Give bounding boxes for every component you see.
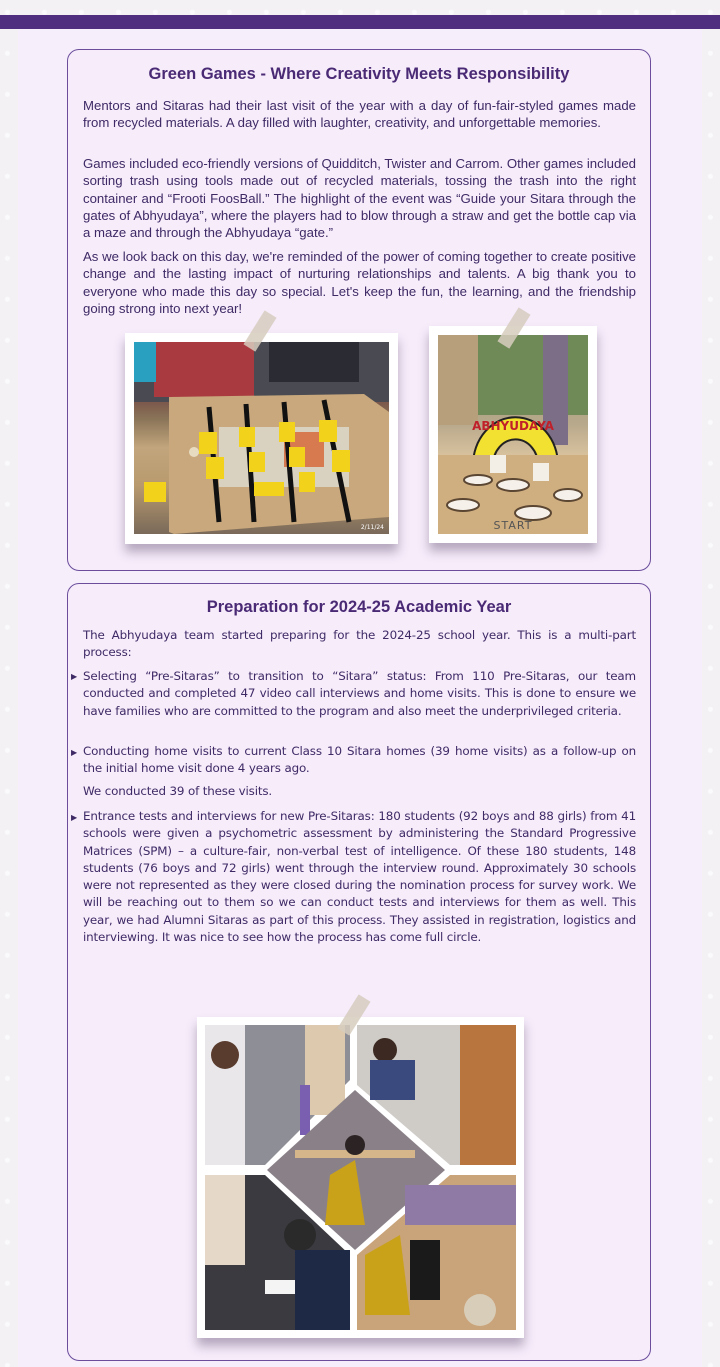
paragraph: Mentors and Sitaras had their last visit of the year with a day of fun-fair-styled games made from recycled materials. A day filled with laughter, creativity, and unforgettable memories. bbox=[83, 98, 636, 131]
triangle-right-icon: ▶ bbox=[71, 748, 78, 757]
top-accent-bar bbox=[0, 15, 720, 29]
paragraph: As we look back on this day, we're reminded of the power of coming together to create positive change and the lasting impact of nurturing relationships and talents. A big thank you to everyone who made this day so special. Let's keep the fun, the learning, and the friendship going strong into next year! bbox=[83, 249, 636, 316]
arch-text: ABHYUDAYA bbox=[472, 418, 554, 433]
foosball-illustration bbox=[134, 342, 389, 534]
list-item: Selecting “Pre-Sitaras” to transition to “Sitara” status: From 110 Pre-Sitaras, our team conducted and completed 47 video call interviews and home visits. This is done to ensure we have families who are committed to the program and also meet the underprivileged criteria. bbox=[83, 669, 636, 718]
intro-paragraph: The Abhyudaya team started preparing for the 2024-25 school year. This is a multi-part process: bbox=[83, 628, 636, 660]
photo-frame-interview-collage bbox=[197, 1017, 524, 1338]
paragraph: Games included eco-friendly versions of Quidditch, Twister and Carrom. Other games included sorting trash using tools made out of recycled materials, tossing the trash into the right container and “Frooti FoosBall.” The highlight of the event was “Guide your Sitara through the gates of Abhyudaya”, where the players had to blow through a straw and get the bottle cap via a maze and through the Abhyudaya “gate.” bbox=[83, 156, 636, 241]
section-card-green-games bbox=[67, 49, 651, 571]
collage-illustration bbox=[205, 1025, 516, 1330]
section-card-preparation bbox=[67, 583, 651, 1361]
interview-collage-photo-icon bbox=[205, 1025, 516, 1330]
note-paragraph: We conducted 39 of these visits. bbox=[83, 784, 273, 798]
list-item: Entrance tests and interviews for new Pre-Sitaras: 180 students (92 boys and 88 girls) from 41 schools were given a psychometric assessment by administering the Standard Progressive Matrices (SPM) – a culture-fair, non-verbal test of intelligence. Of these 180 students, 148 students (76 boys and 72 girls) went through the interview round. Approximately 30 schools were not represented as they were closed during the nomination process for survey work. We will be reaching out to them so we can conduct tests and interviews for them as well. This year, we had Alumni Sitaras as part of this process. They assisted in registration, logistics and interviewing. It was nice to see how the process has come full circle. bbox=[83, 809, 636, 945]
abhyudaya-gate-photo-icon bbox=[438, 335, 588, 534]
section-title: Preparation for 2024-25 Academic Year bbox=[206, 598, 512, 616]
list-item: Conducting home visits to current Class 10 Sitara homes (39 home visits) as a follow-up on the initial home visit done 4 years ago. bbox=[83, 744, 636, 776]
photo-frame-foosball bbox=[125, 333, 398, 544]
foosball-photo-icon bbox=[134, 342, 389, 534]
photo-date-stamp: 2/11/24 bbox=[360, 524, 384, 531]
gate-illustration bbox=[438, 335, 588, 534]
triangle-right-icon: ▶ bbox=[71, 813, 78, 822]
photo-frame-abhyudaya-gate bbox=[429, 326, 597, 543]
triangle-right-icon: ▶ bbox=[71, 672, 78, 681]
board-start-label: START bbox=[493, 519, 533, 532]
section-title: Green Games - Where Creativity Meets Responsibility bbox=[148, 65, 570, 83]
